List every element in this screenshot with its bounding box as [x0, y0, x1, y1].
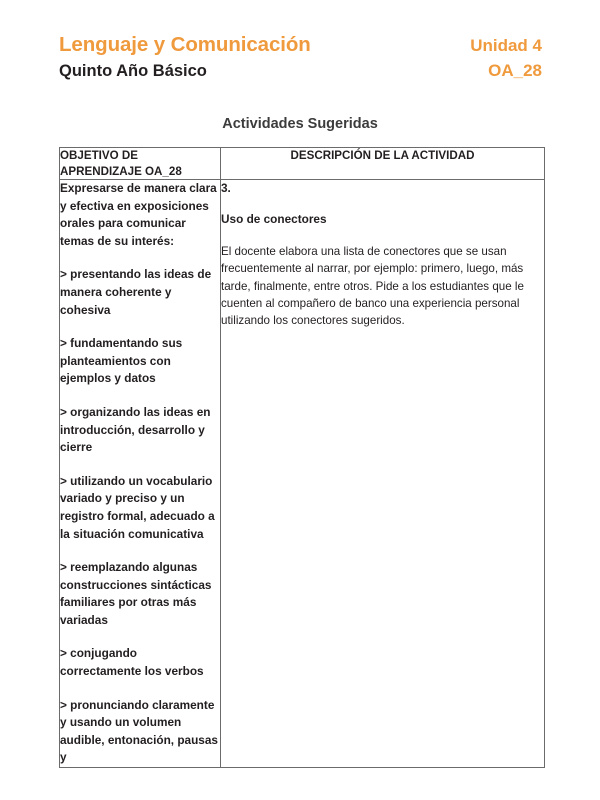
activity-name: Uso de conectores [221, 212, 327, 227]
objective-intro: Expresarse de manera clara y efectiva en exposiciones orales para comunicar temas de su interés: [60, 181, 217, 248]
objective-bullet: > reemplazando algunas construcciones sintácticas familiares por otras más variadas [60, 560, 212, 627]
header-row-primary [59, 33, 543, 59]
column-header-description: DESCRIPCIÓN DE LA ACTIVIDAD [221, 148, 545, 180]
unit-label: Unidad 4 [470, 36, 542, 55]
objective-bullet: > conjugando correctamente los verbos [60, 646, 204, 679]
objective-bullet: > utilizando un vocabulario variado y preciso y un registro formal, adecuado a la situación comunicativa [60, 473, 215, 541]
objective-bullet: > presentando las ideas de manera coherente y cohesiva [60, 267, 212, 317]
objective-bullet: > pronunciando claramente y usando un volumen audible, entonación, pausas y [60, 697, 218, 765]
column-header-objective: OBJETIVO DE APRENDIZAJE OA_28 [60, 148, 221, 180]
description-cell [221, 180, 545, 768]
document-header [59, 33, 543, 85]
activity-number: 3. [221, 181, 231, 195]
table-header-row [60, 148, 545, 180]
objective-cell [60, 180, 221, 768]
header-row-secondary [59, 60, 543, 84]
subject-title: Lenguaje y Comunicación [59, 33, 311, 56]
page-title: Actividades Sugeridas [222, 116, 378, 132]
table-row [60, 180, 545, 768]
grade-title: Quinto Año Básico [59, 62, 207, 80]
objective-bullet: > organizando las ideas en introducción, desarrollo y cierre [60, 404, 211, 455]
activity-description: El docente elabora una lista de conectores que se usan frecuentemente al narrar, por ejemplo: primero, luego, más tarde, finalmente, entre otros. Pide a los estudiantes que le cuenten al compañero de banco una experiencia personal utilizando los conectores sugeridos. [221, 244, 524, 328]
oa-code-label: OA_28 [488, 61, 542, 80]
activities-table [59, 147, 545, 768]
objective-bullet: > fundamentando sus planteamientos con ejemplos y datos [60, 336, 183, 386]
